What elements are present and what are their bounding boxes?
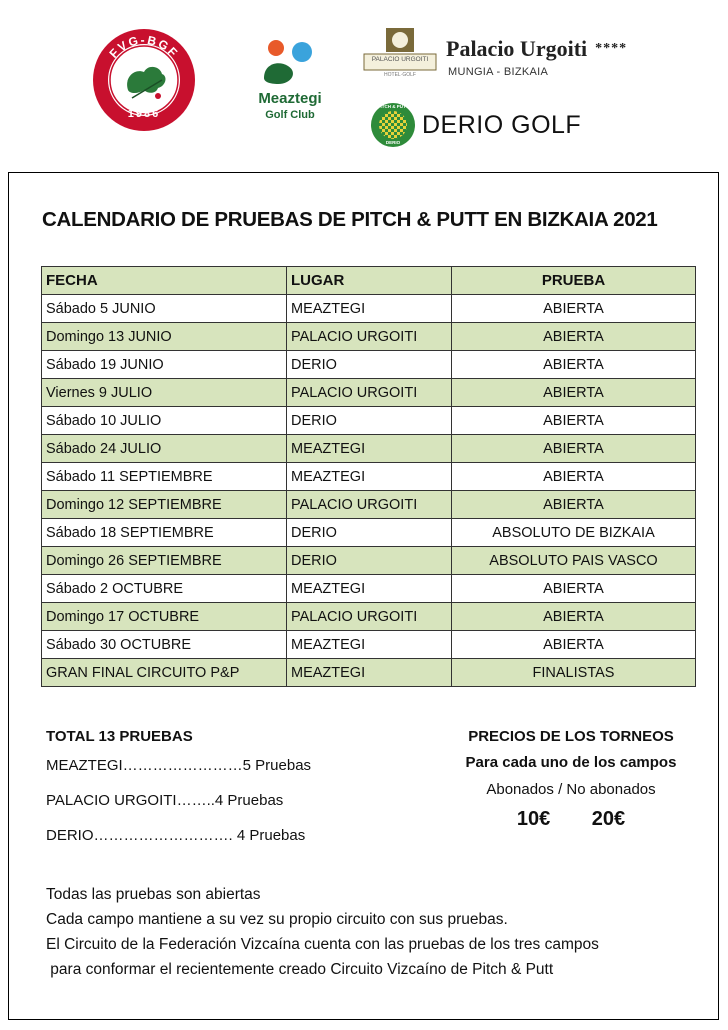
cell-fecha: Sábado 11 SEPTIEMBRE — [42, 463, 287, 491]
fvg-year: 1986 — [127, 108, 161, 120]
table-row — [42, 435, 696, 463]
cell-fecha: Sábado 30 OCTUBRE — [42, 631, 287, 659]
palacio-crest-icon — [362, 26, 438, 82]
cell-lugar: PALACIO URGOITI — [287, 379, 452, 407]
notes-section — [46, 882, 599, 982]
derio-badge-sub: DERIO — [385, 140, 401, 145]
cell-prueba: ABIERTA — [452, 295, 696, 323]
palacio-location: MUNGIA - BIZKAIA — [448, 66, 549, 78]
cell-lugar: PALACIO URGOITI — [287, 491, 452, 519]
table-row — [42, 631, 696, 659]
note-line: Todas las pruebas son abiertas — [46, 886, 261, 903]
price-member: 10€ — [516, 808, 551, 830]
cell-lugar: MEAZTEGI — [287, 575, 452, 603]
table-row — [42, 379, 696, 407]
table-row — [42, 463, 696, 491]
cell-fecha: Domingo 17 OCTUBRE — [42, 603, 287, 631]
cell-prueba: ABIERTA — [452, 323, 696, 351]
palacio-name-text: Palacio Urgoiti — [446, 36, 588, 61]
header-fecha: FECHA — [42, 267, 287, 295]
palacio-crest-sub: HOTEL·GOLF — [384, 72, 416, 78]
cell-lugar: PALACIO URGOITI — [287, 603, 452, 631]
cell-fecha: Domingo 26 SEPTIEMBRE — [42, 547, 287, 575]
cell-fecha: Sábado 2 OCTUBRE — [42, 575, 287, 603]
note-line: El Circuito de la Federación Vizcaína cuenta con las pruebas de los tres campos — [46, 936, 599, 953]
cell-fecha: Domingo 12 SEPTIEMBRE — [42, 491, 287, 519]
cell-lugar: MEAZTEGI — [287, 295, 452, 323]
prices-labels: Abonados / No abonados — [486, 781, 656, 798]
cell-fecha: GRAN FINAL CIRCUITO P&P — [42, 659, 287, 687]
cell-lugar: DERIO — [287, 547, 452, 575]
prices-amounts — [446, 808, 696, 831]
table-header-row — [42, 267, 696, 295]
derio-golf-logo — [370, 102, 590, 150]
cell-fecha: Sábado 18 SEPTIEMBRE — [42, 519, 287, 547]
derio-name: DERIO GOLF — [422, 111, 582, 139]
meaztegi-subtitle: Golf Club — [265, 109, 315, 121]
header-lugar: LUGAR — [287, 267, 452, 295]
table-row — [42, 547, 696, 575]
cell-fecha: Sábado 5 JUNIO — [42, 295, 287, 323]
note-line: para conformar el recientemente creado Circuito Vizcaíno de Pitch & Putt — [46, 961, 554, 978]
calendar-table — [41, 266, 696, 687]
price-non-member: 20€ — [591, 808, 626, 830]
derio-badge-icon — [370, 102, 416, 148]
page-title: CALENDARIO DE PRUEBAS DE PITCH & PUTT EN BIZKAIA 2021 — [42, 208, 658, 231]
table-row — [42, 603, 696, 631]
cell-lugar: MEAZTEGI — [287, 659, 452, 687]
cell-prueba: ABSOLUTO PAIS VASCO — [452, 547, 696, 575]
totals-line: PALACIO URGOITI……..4 Pruebas — [46, 792, 284, 809]
cell-fecha: Sábado 24 JULIO — [42, 435, 287, 463]
header-prueba: PRUEBA — [452, 267, 696, 295]
table-row — [42, 491, 696, 519]
cell-prueba: ABIERTA — [452, 575, 696, 603]
cell-lugar: MEAZTEGI — [287, 435, 452, 463]
cell-prueba: ABIERTA — [452, 407, 696, 435]
cell-lugar: MEAZTEGI — [287, 463, 452, 491]
cell-prueba: ABIERTA — [452, 351, 696, 379]
palacio-stars: **** — [595, 41, 628, 56]
meaztegi-mark-icon — [258, 38, 324, 86]
cell-prueba: FINALISTAS — [452, 659, 696, 687]
palacio-crest-text: PALACIO URGOITI — [371, 56, 429, 63]
cell-fecha: Sábado 19 JUNIO — [42, 351, 287, 379]
prices-subheading: Para cada uno de los campos — [465, 754, 677, 771]
table-row — [42, 519, 696, 547]
prices-heading: PRECIOS DE LOS TORNEOS — [468, 728, 674, 745]
table-row — [42, 323, 696, 351]
cell-fecha: Domingo 13 JUNIO — [42, 323, 287, 351]
fvg-top-text: FVG-BGF — [106, 32, 182, 61]
derio-badge-text: PITCH & PUTT — [377, 104, 409, 109]
cell-lugar: DERIO — [287, 407, 452, 435]
cell-prueba: ABIERTA — [452, 463, 696, 491]
cell-fecha: Viernes 9 JULIO — [42, 379, 287, 407]
prices-section — [446, 728, 696, 831]
cell-prueba: ABIERTA — [452, 435, 696, 463]
table-row — [42, 295, 696, 323]
table-row — [42, 407, 696, 435]
cell-prueba: ABIERTA — [452, 379, 696, 407]
totals-heading: TOTAL 13 PRUEBAS — [46, 728, 193, 745]
cell-lugar: PALACIO URGOITI — [287, 323, 452, 351]
cell-prueba: ABIERTA — [452, 491, 696, 519]
totals-line: DERIO………………………. 4 Pruebas — [46, 827, 306, 844]
cell-prueba: ABIERTA — [452, 631, 696, 659]
palacio-urgoiti-logo — [362, 26, 682, 86]
cell-prueba: ABIERTA — [452, 603, 696, 631]
table-row — [42, 575, 696, 603]
meaztegi-name: Meaztegi — [258, 90, 322, 107]
palacio-name — [446, 36, 627, 62]
totals-section — [46, 728, 312, 844]
meaztegi-logo — [236, 38, 344, 128]
totals-line: MEAZTEGI……………………5 Pruebas — [46, 757, 312, 774]
fvg-bgf-logo — [92, 28, 196, 132]
cell-lugar: DERIO — [287, 519, 452, 547]
table-row — [42, 351, 696, 379]
table-row — [42, 659, 696, 687]
note-line: Cada campo mantiene a su vez su propio circuito con sus pruebas. — [46, 911, 508, 928]
cell-prueba: ABSOLUTO DE BIZKAIA — [452, 519, 696, 547]
cell-fecha: Sábado 10 JULIO — [42, 407, 287, 435]
cell-lugar: MEAZTEGI — [287, 631, 452, 659]
cell-lugar: DERIO — [287, 351, 452, 379]
